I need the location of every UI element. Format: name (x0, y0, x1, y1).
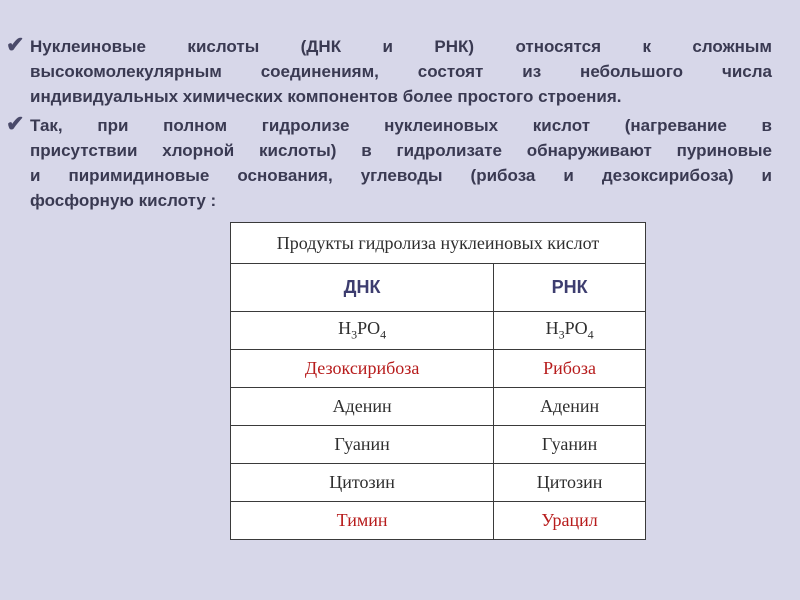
table-cell-dna: Аденин (231, 388, 494, 426)
paragraph-line: Нуклеиновые кислоты (ДНК и РНК) относятся к сложным (30, 37, 772, 56)
table-cell-rna: Урацил (494, 502, 646, 540)
table-cell-rna: Гуанин (494, 426, 646, 464)
paragraph-line: индивидуальных химических компонентов более простого строения. (30, 87, 622, 106)
bullet-paragraph-2 (30, 113, 772, 213)
table-cell-dna: Цитозин (231, 464, 494, 502)
table-row (231, 312, 646, 350)
column-header-dna: ДНК (231, 264, 494, 312)
paragraph-line: присутствии хлорной кислоты) в гидролизате обнаруживают пуриновые (30, 141, 772, 160)
table-cell-rna: Рибоза (494, 350, 646, 388)
table-row (231, 426, 646, 464)
table-row (231, 502, 646, 540)
table-cell-dna: Тимин (231, 502, 494, 540)
formula-cell-dna: $H_3PO_4$ (231, 312, 494, 350)
table-cell-rna: Аденин (494, 388, 646, 426)
paragraph-line: высокомолекулярным соединениям, состоят из небольшого числа (30, 62, 772, 81)
table-row (231, 388, 646, 426)
table-cell-rna: Цитозин (494, 464, 646, 502)
table-title: Продукты гидролиза нуклеиновых кислот (231, 223, 646, 264)
checkmark-icon: ✔ (6, 111, 25, 137)
column-header-rna: РНК (494, 264, 646, 312)
hydrolysis-products-table (230, 222, 646, 540)
table-row (231, 464, 646, 502)
formula-cell-rna: $H_3PO_4$ (494, 312, 646, 350)
paragraph-line: и пиримидиновые основания, углеводы (рибоза и дезоксирибоза) и (30, 166, 772, 185)
table-row (231, 350, 646, 388)
checkmark-icon: ✔ (6, 32, 25, 58)
table-cell-dna: Дезоксирибоза (231, 350, 494, 388)
table-cell-dna: Гуанин (231, 426, 494, 464)
bullet-paragraph-1 (30, 34, 772, 109)
paragraph-line: фосфорную кислоту : (30, 191, 217, 210)
paragraph-line: Так, при полном гидролизе нуклеиновых кислот (нагревание в (30, 116, 772, 135)
